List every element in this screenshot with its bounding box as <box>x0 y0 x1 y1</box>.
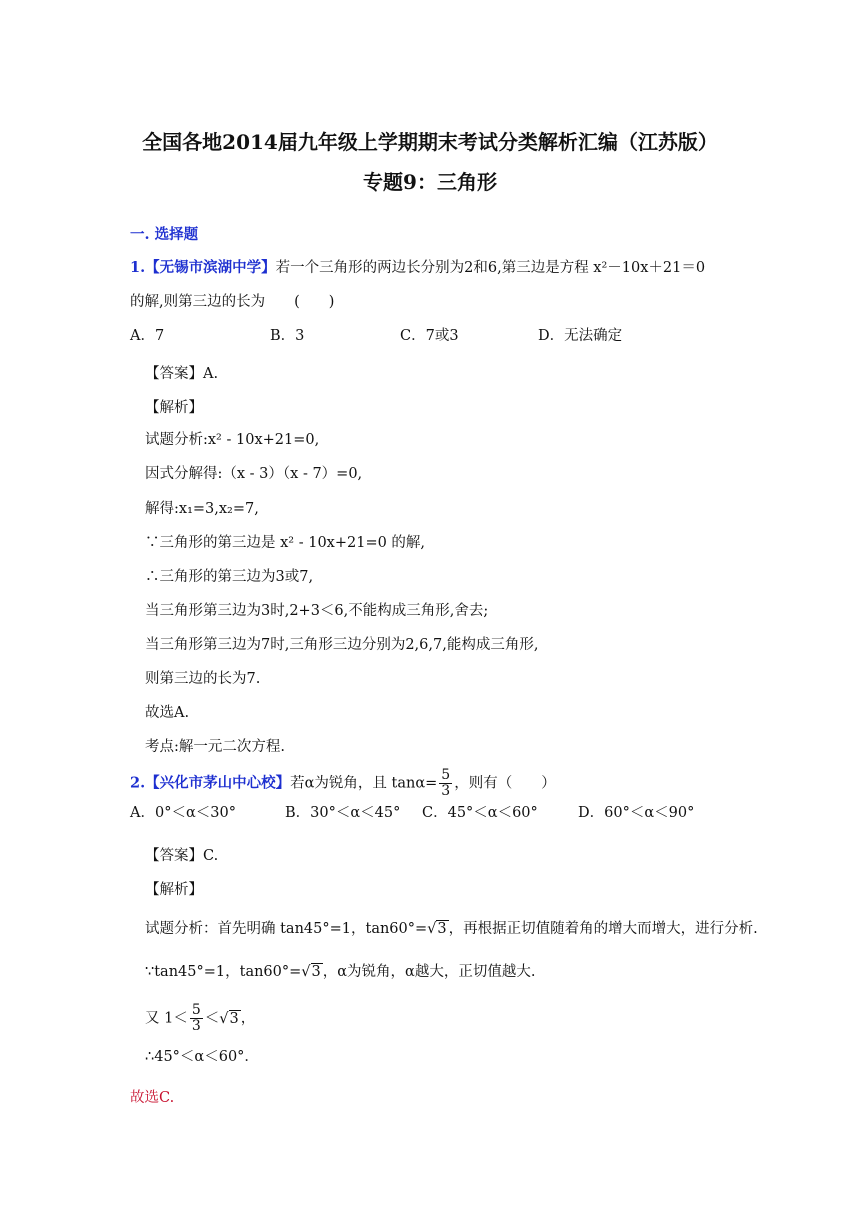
q2-step1-a: 试题分析：首先明确 tan45°=1，tan60°= <box>145 921 428 937</box>
q2-step3-b: ＜ <box>204 1010 220 1027</box>
q2-step2-a: ∵tan45°=1，tan60°= <box>145 964 302 980</box>
q2-stem <box>130 768 556 799</box>
q2-option-b: B．30°＜α＜45° <box>285 805 401 821</box>
q1-step-3: 解得:x₁=3,x₂=7, <box>145 501 259 517</box>
q1-answer: 【答案】A. <box>145 366 219 382</box>
q1-step-9: 故选A. <box>145 705 190 721</box>
sqrt-radicand: 3 <box>229 1010 239 1027</box>
q2-step3-c: ， <box>240 1010 256 1027</box>
q2-analysis-label: 【解析】 <box>145 882 203 898</box>
sqrt-3-icon: √3 <box>219 1010 239 1027</box>
q2-step3-a: 又 1＜ <box>145 1010 188 1027</box>
q1-option-b: B．3 <box>270 328 305 344</box>
q1-option-d: D．无法确定 <box>538 328 623 344</box>
q2-step-3 <box>145 1003 255 1034</box>
q1-step-6: 当三角形第三边为3时,2+3＜6,不能构成三角形,舍去; <box>145 603 489 619</box>
q2-option-c: C．45°＜α＜60° <box>422 805 538 821</box>
q2-step3-frac-den: 3 <box>191 1018 201 1034</box>
q1-analysis-label: 【解析】 <box>145 400 203 416</box>
q1-number: 1. <box>130 259 146 276</box>
q1-step-2: 因式分解得:（x - 3）（x - 7）=0, <box>145 466 363 482</box>
q2-step1-b: ，再根据正切值随着角的增大而增大，进行分析. <box>448 921 758 937</box>
sqrt-3-icon: √3 <box>301 964 321 980</box>
q2-fraction <box>439 768 452 799</box>
q1-step-10: 考点:解一元二次方程. <box>145 739 285 755</box>
topic-title: 专题9：三角形 <box>363 170 497 194</box>
q1-stem-line2: 的解,则第三边的长为 ( ) <box>130 294 335 310</box>
q1-option-c: C．7或3 <box>400 328 459 344</box>
q2-number: 2. <box>130 774 146 792</box>
section-heading: 一. 选择题 <box>130 226 199 243</box>
q2-option-d: D．60°＜α＜90° <box>578 805 695 821</box>
q1-source: 【无锡市滨湖中学】 <box>145 259 276 276</box>
q1-step-5: ∴三角形的第三边为3或7, <box>145 569 314 585</box>
sqrt-radicand: 3 <box>437 921 447 937</box>
q2-frac-num: 5 <box>441 767 451 783</box>
q2-step-1 <box>145 919 758 939</box>
q2-step3-frac-num: 5 <box>191 1002 201 1018</box>
q2-step-4: ∴45°＜α＜60°． <box>145 1049 259 1065</box>
q2-source: 【兴化市茅山中心校】 <box>145 774 291 792</box>
q1-step-7: 当三角形第三边为7时,三角形三边分别为2,6,7,能构成三角形, <box>145 637 539 653</box>
document-title: 全国各地2014届九年级上学期期末考试分类解析汇编（江苏版） <box>142 130 718 154</box>
q2-step-2 <box>145 962 535 982</box>
q1-stem-a: 若一个三角形的两边长分别为2和6,第三边是方程 x²－10x＋21＝0 <box>275 260 706 276</box>
q1-option-a: A．7 <box>130 328 165 344</box>
q2-answer: 【答案】C. <box>145 848 219 864</box>
q2-option-a: A．0°＜α＜30° <box>130 805 236 821</box>
q2-step2-b: ，α为锐角，α越大，正切值越大. <box>322 964 536 980</box>
q1-step-1: 试题分析:x² - 10x+21=0, <box>145 432 320 448</box>
q2-frac-den: 3 <box>441 783 451 799</box>
q1-step-4: ∵三角形的第三边是 x² - 10x+21=0 的解, <box>145 535 426 551</box>
q2-step3-fraction <box>190 1003 203 1034</box>
q2-conclusion: 故选C. <box>130 1090 175 1106</box>
q1-stem-line1 <box>130 258 705 278</box>
q1-step-8: 则第三边的长为7. <box>145 671 261 687</box>
q2-stem-post: ，则有（ ） <box>454 775 556 792</box>
sqrt-3-icon: √3 <box>427 921 447 937</box>
q2-stem-pre: 若α为锐角，且 tanα= <box>290 775 438 792</box>
sqrt-radicand: 3 <box>311 964 321 980</box>
